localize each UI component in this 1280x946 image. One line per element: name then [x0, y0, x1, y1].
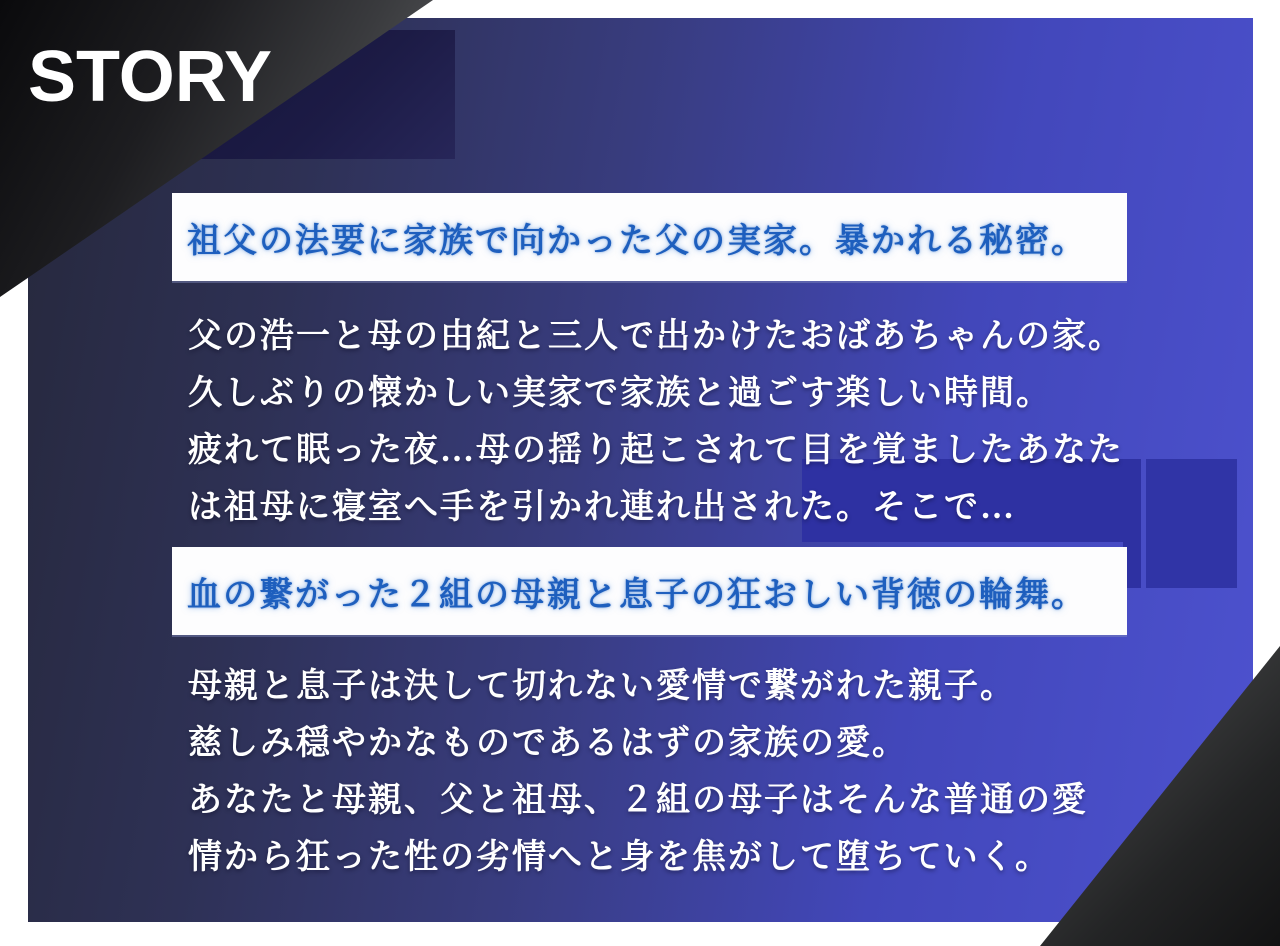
section1-line3: 疲れて眠った夜…母の揺り起こされて目を覚ましたあなた [188, 432, 1124, 469]
mid-navy-accent-rect-right [1146, 459, 1237, 588]
section2-line3: あなたと母親、父と祖母、２組の母子はそんな普通の愛 [188, 782, 1088, 819]
section2-headline: 血の繋がった２組の母親と息子の狂おしい背徳の輪舞。 [187, 576, 1087, 614]
page-title: STORY [28, 37, 273, 117]
section1-paragraph [188, 308, 1148, 536]
section1-line2: 久しぶりの懐かしい実家で家族と過ごす楽しい時間。 [188, 375, 1052, 412]
section1-headline: 祖父の法要に家族で向かった父の実家。暴かれる秘密。 [187, 222, 1087, 260]
section2-line4: 情から狂った性の劣情へと身を焦がして堕ちていく。 [188, 839, 1051, 876]
section2-paragraph [188, 658, 1148, 886]
section2-line1: 母親と息子は決して切れない愛情で繋がれた親子。 [188, 668, 1016, 705]
section2-headline-banner [172, 547, 1127, 635]
section1-headline-banner [172, 193, 1127, 281]
section2-line2: 慈しみ穏やかなものであるはずの家族の愛。 [188, 725, 908, 762]
section1-line4: は祖母に寝室へ手を引かれ連れ出された。そこで… [188, 489, 1016, 526]
section1-line1: 父の浩一と母の由紀と三人で出かけたおばあちゃんの家。 [188, 318, 1124, 355]
